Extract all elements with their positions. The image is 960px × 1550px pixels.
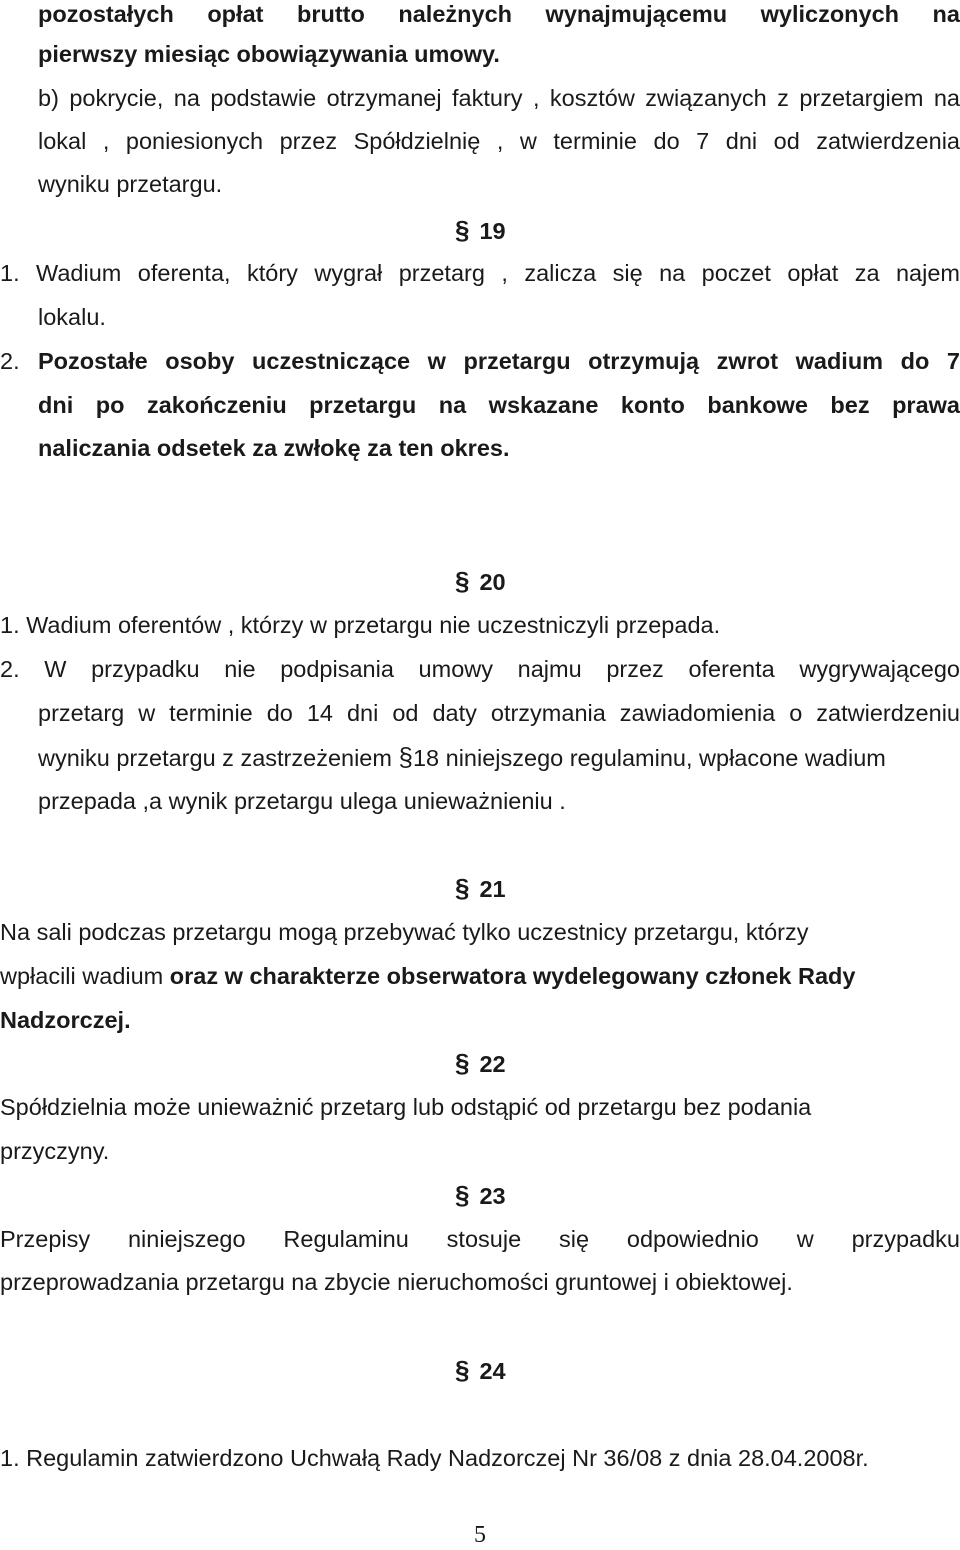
text-line [0,962,855,990]
section-heading [455,567,506,596]
text-segment: wyniku przetargu z zastrzeżeniem [38,745,392,771]
text-line: 1. Wadium oferentów , którzy w przetargu nie uczestniczyli przepada. [0,612,721,638]
text-line: pierwszy miesiąc obowiązywania umowy. [38,41,500,67]
text-line: lokalu. [38,304,106,330]
text-line: Na sali podczas przetargu mogą przebywać tylko uczestnicy przetargu, którzy [0,919,809,945]
text-line: przetarg w terminie do 14 dni od daty otrzymania zawiadomienia o zatwierdzeniu [38,700,960,726]
section-symbol: § [455,1048,470,1078]
section-heading [455,874,506,903]
text-line: pozostałych opłat brutto należnych wynajmującemu wyliczonych na [38,1,960,27]
section-symbol: § [455,566,470,596]
text-line: wyniku przetargu. [38,171,223,197]
text-line: b) pokrycie, na podstawie otrzymanej faktury , kosztów związanych z przetargiem na [38,85,960,111]
section-heading [455,1356,506,1385]
text-line: naliczania odsetek za zwłokę za ten okres. [38,435,510,461]
section-number: 24 [479,1358,506,1384]
section-symbol: § [455,1355,470,1385]
section-number: 23 [479,1183,506,1209]
text-line: przeprowadzania przetargu na zbycie nieruchomości gruntowej i obiektowej. [0,1269,793,1295]
text-line: lokal , poniesionych przez Spółdzielnię , w terminie do 7 dni od zatwierdzenia [38,128,960,154]
text-segment-bold: oraz w charakterze obserwatora wydelegowany członek Rady [169,963,856,989]
list-number: 2. [0,348,20,374]
section-symbol: § [398,742,413,772]
section-symbol: § [455,873,470,903]
section-number: 22 [479,1051,506,1077]
text-line: 1. Regulamin zatwierdzono Uchwałą Rady Nadzorczej Nr 36/08 z dnia 28.04.2008r. [0,1445,869,1471]
section-number: 20 [479,569,506,595]
text-line: przyczyny. [0,1138,110,1164]
text-segment: 18 niniejszego regulaminu, wpłacone wadium [412,745,886,771]
section-heading [455,1181,506,1210]
text-line: dni po zakończeniu przetargu na wskazane konto bankowe bez prawa [38,392,960,418]
page-number: 5 [474,1522,486,1548]
text-line: Przepisy niniejszego Regulaminu stosuje się odpowiednio w przypadku [0,1226,960,1252]
section-symbol: § [455,215,470,245]
section-number: 19 [479,218,506,244]
text-segment: wpłacili wadium [0,963,164,989]
section-number: 21 [479,876,506,902]
text-line: przepada ,a wynik przetargu ulega unieważnieniu . [38,788,566,814]
text-line: Pozostałe osoby uczestniczące w przetargu otrzymują zwrot wadium do 7 [38,348,960,374]
text-line [38,743,886,772]
section-heading [455,216,506,245]
text-line: 1. Wadium oferenta, który wygrał przetarg , zalicza się na poczet opłat za najem [0,260,960,286]
section-symbol: § [455,1180,470,1210]
text-line: 2. W przypadku nie podpisania umowy najmu przez oferenta wygrywającego [0,656,960,682]
text-line: Nadzorczej. [0,1007,131,1033]
text-line: Spółdzielnia może unieważnić przetarg lub odstąpić od przetargu bez podania [0,1094,812,1120]
section-heading [455,1049,506,1078]
